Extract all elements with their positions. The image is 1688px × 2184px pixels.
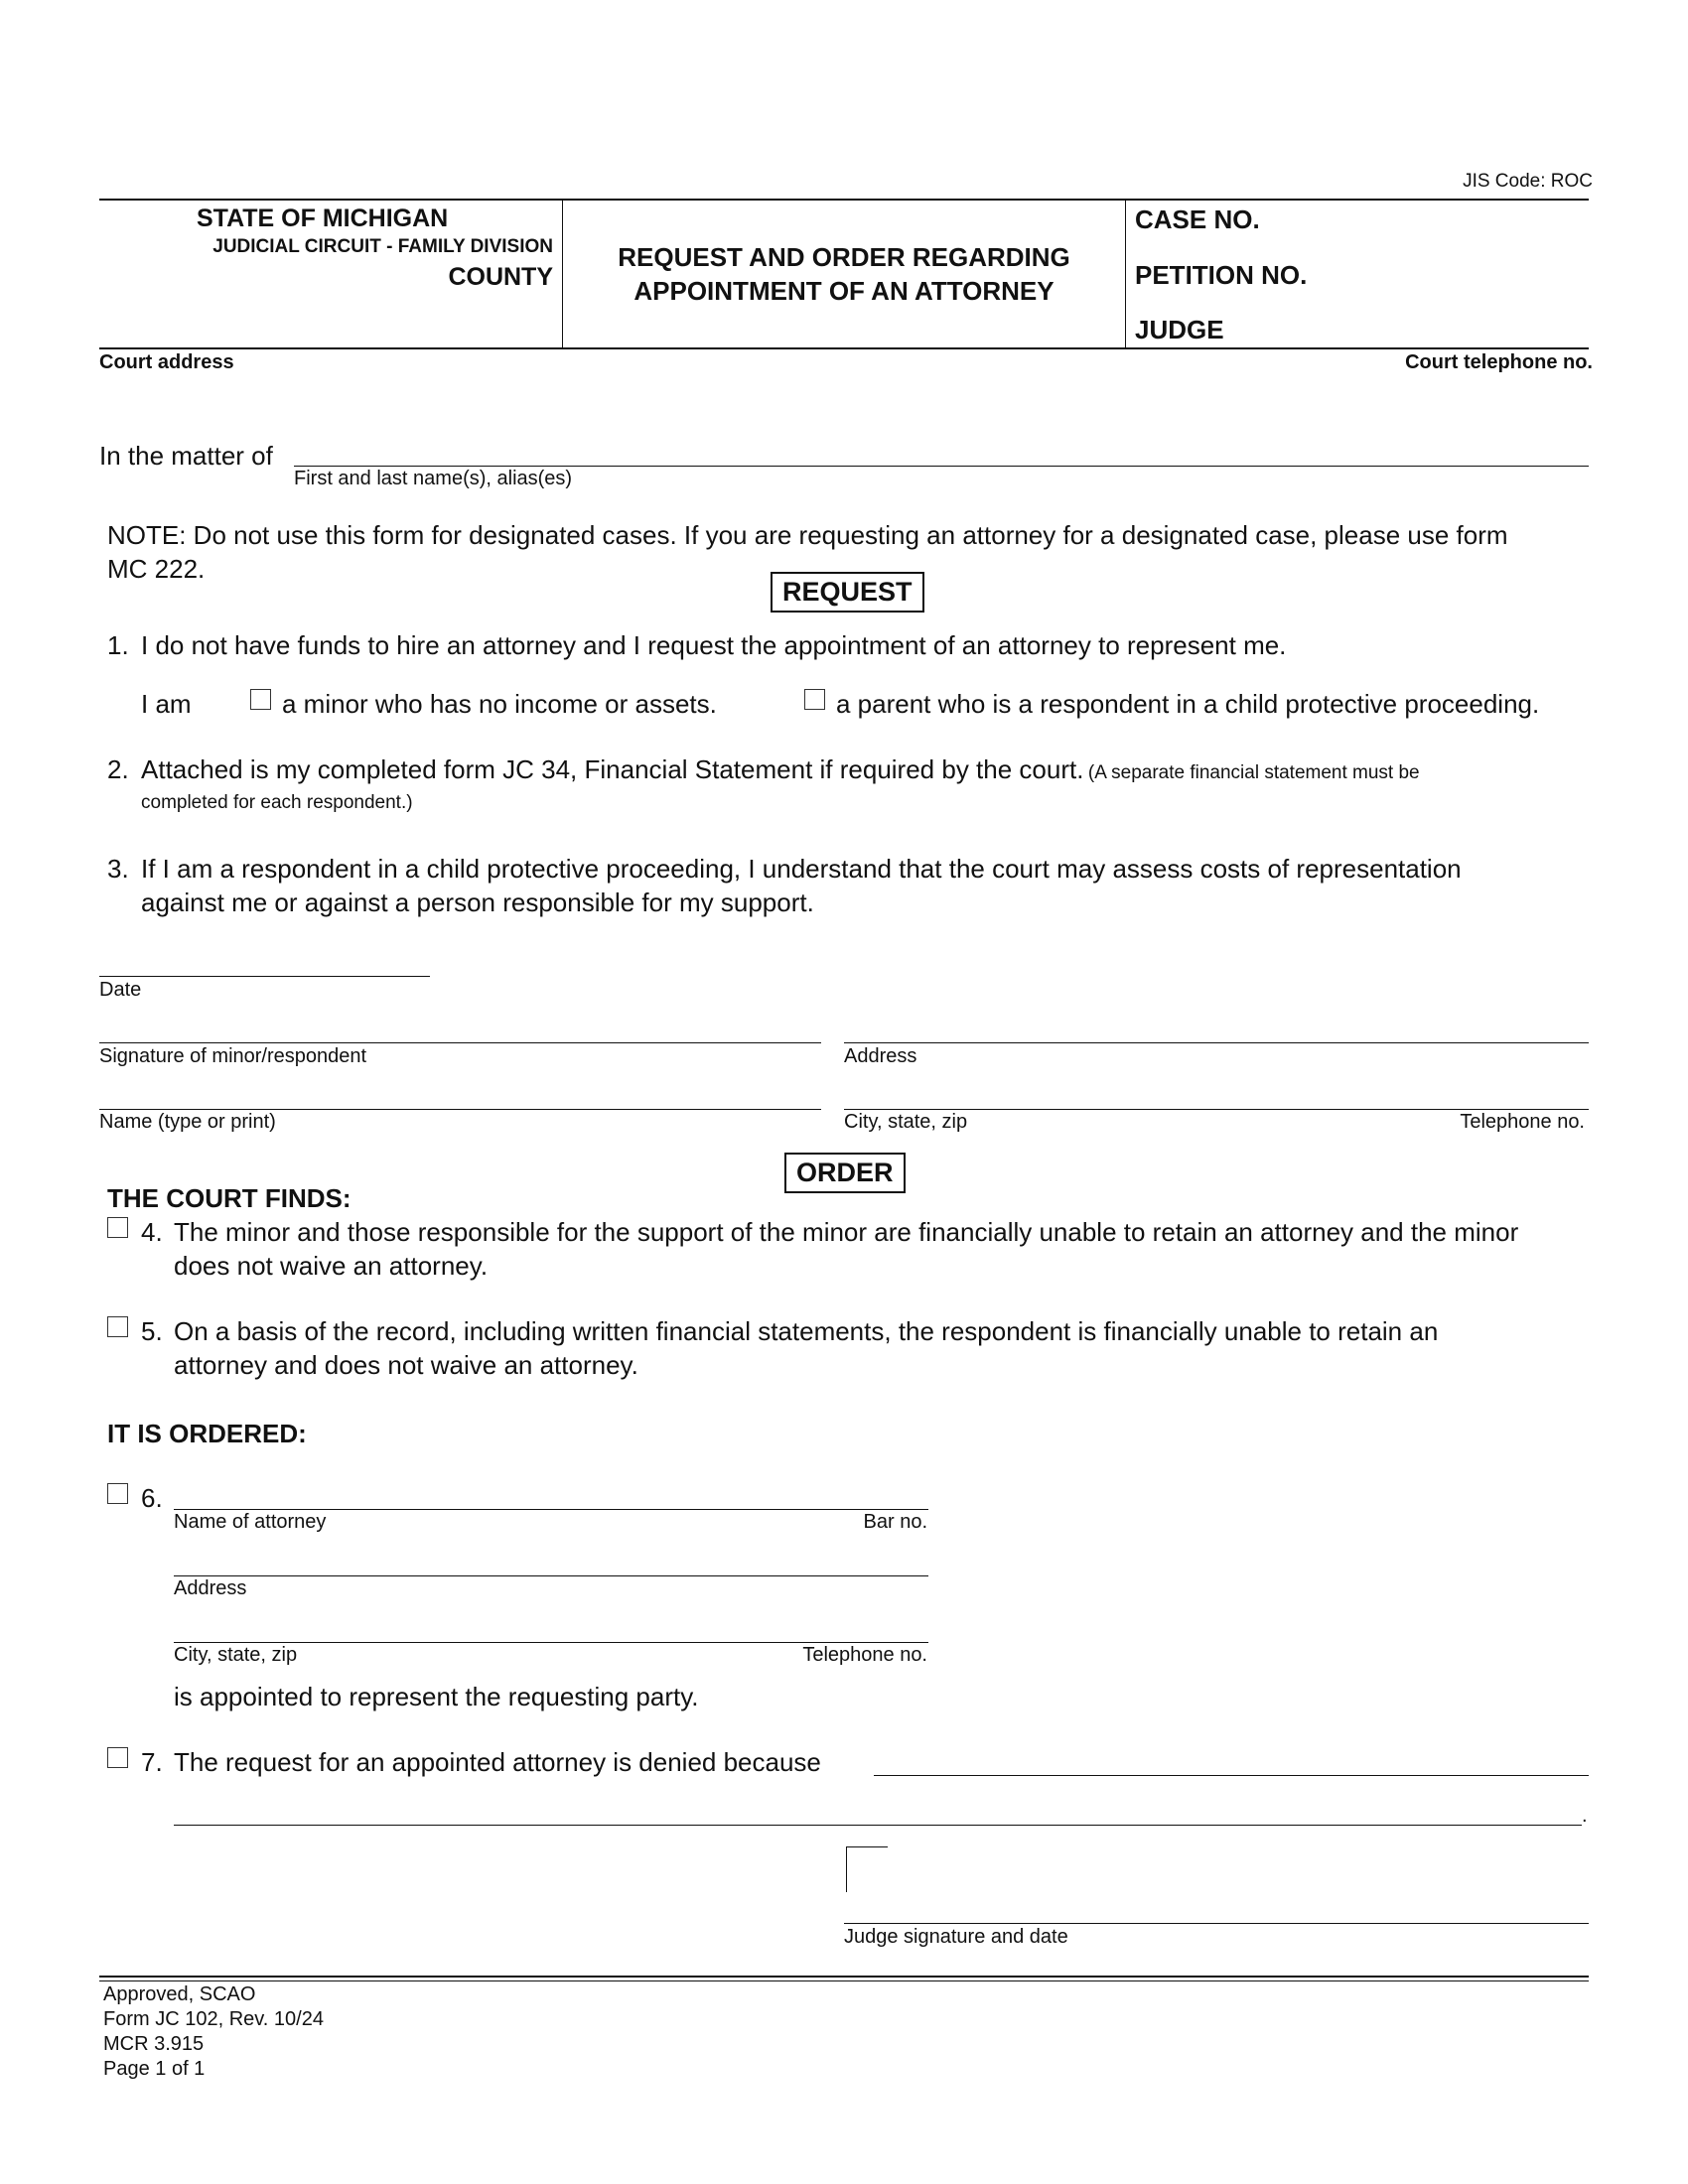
respondent-city-label: City, state, zip — [844, 1111, 968, 1133]
attorney-city-input[interactable] — [174, 1642, 928, 1643]
request-heading: REQUEST — [771, 572, 924, 613]
footer-form: Form JC 102, Rev. 10/24 — [103, 2008, 324, 2030]
minor-checkbox[interactable] — [250, 689, 271, 710]
item7-checkbox[interactable] — [107, 1747, 128, 1768]
attorney-name-label: Name of attorney — [174, 1511, 327, 1533]
item3-line2: against me or against a person responsible for my support. — [141, 887, 814, 917]
item1-text: I do not have funds to hire an attorney and I request the appointment of an attorney to represent me. — [141, 630, 1287, 660]
name-print-label: Name (type or print) — [99, 1111, 276, 1133]
jis-code: JIS Code: ROC — [1463, 171, 1593, 192]
item4-checkbox[interactable] — [107, 1217, 128, 1238]
header-bottom-rule — [99, 347, 1589, 349]
respondent-address-input[interactable] — [844, 1042, 1589, 1043]
footer-approved: Approved, SCAO — [103, 1983, 256, 2005]
matter-label: In the matter of — [99, 441, 273, 471]
footer-page: Page 1 of 1 — [103, 2058, 206, 2080]
date-input[interactable] — [99, 976, 430, 977]
signature-label: Signature of minor/respondent — [99, 1045, 367, 1067]
item7-number: 7. — [141, 1747, 163, 1777]
case-no-field[interactable]: CASE NO. — [1135, 205, 1260, 234]
item7-text: The request for an appointed attorney is denied because — [174, 1747, 821, 1777]
circuit-label[interactable]: JUDICIAL CIRCUIT - FAMILY DIVISION — [212, 236, 553, 257]
item2-small-a: (A separate financial statement must be — [1087, 762, 1420, 783]
attorney-city-label: City, state, zip — [174, 1644, 298, 1666]
date-label: Date — [99, 979, 142, 1001]
it-is-ordered-heading: IT IS ORDERED: — [107, 1419, 307, 1448]
judge-signature-input[interactable] — [844, 1923, 1589, 1924]
petition-no-field[interactable]: PETITION NO. — [1135, 260, 1308, 290]
item5-line2: attorney and does not waive an attorney. — [174, 1350, 638, 1380]
court-telephone-field[interactable]: Court telephone no. — [1405, 351, 1593, 373]
item2-text — [141, 754, 1420, 785]
parent-option-label: a parent who is a respondent in a child protective proceeding. — [836, 689, 1540, 719]
denial-period: . — [1582, 1805, 1588, 1827]
judge-seal-corner-v — [846, 1846, 847, 1892]
note-line2: MC 222. — [107, 554, 206, 584]
name-print-input[interactable] — [99, 1109, 821, 1110]
item5-line1: On a basis of the record, including written financial statements, the respondent is financially unable to retain an — [174, 1316, 1439, 1346]
item3-line1: If I am a respondent in a child protective proceeding, I understand that the court may assess costs of representation — [141, 854, 1462, 884]
form-title-line2: APPOINTMENT OF AN ATTORNEY — [633, 276, 1055, 306]
judge-seal-corner-h — [846, 1846, 888, 1847]
footer-rule-bottom — [99, 1980, 1589, 1981]
form-title-line1: REQUEST AND ORDER REGARDING — [618, 242, 1070, 272]
footer-rule-top — [99, 1976, 1589, 1978]
item1-number: 1. — [107, 630, 129, 660]
court-address-field[interactable]: Court address — [99, 351, 234, 373]
respondent-city-input[interactable] — [844, 1109, 1589, 1110]
county-label[interactable]: COUNTY — [448, 263, 553, 291]
court-finds-heading: THE COURT FINDS: — [107, 1183, 352, 1213]
denial-reason-input[interactable] — [874, 1775, 1589, 1776]
item5-checkbox[interactable] — [107, 1316, 128, 1337]
matter-name-input[interactable] — [294, 466, 1589, 467]
item5-number: 5. — [141, 1316, 163, 1346]
parent-checkbox[interactable] — [804, 689, 825, 710]
item2-main: Attached is my completed form JC 34, Financial Statement if required by the court. — [141, 754, 1084, 784]
attorney-address-input[interactable] — [174, 1575, 928, 1576]
item3-number: 3. — [107, 854, 129, 884]
item2-number: 2. — [107, 754, 129, 784]
respondent-telephone-label: Telephone no. — [1460, 1111, 1585, 1133]
i-am-label: I am — [141, 689, 192, 719]
attorney-address-label: Address — [174, 1577, 247, 1599]
attorney-telephone-label: Telephone no. — [802, 1644, 927, 1666]
signature-input[interactable] — [99, 1042, 821, 1043]
item6-number: 6. — [141, 1483, 163, 1513]
item4-line2: does not waive an attorney. — [174, 1251, 489, 1281]
note-line1: NOTE: Do not use this form for designated cases. If you are requesting an attorney for a designated case, please use form — [107, 520, 1508, 550]
state-name: STATE OF MICHIGAN — [197, 205, 449, 232]
item2-small-b: completed for each respondent.) — [141, 792, 413, 813]
footer-mcr: MCR 3.915 — [103, 2033, 205, 2055]
item4-line1: The minor and those responsible for the support of the minor are financially unable to retain an attorney and the minor — [174, 1217, 1519, 1247]
bar-no-label: Bar no. — [863, 1511, 927, 1533]
order-heading: ORDER — [784, 1153, 906, 1193]
header-top-rule — [99, 199, 1589, 201]
matter-sublabel: First and last name(s), alias(es) — [294, 468, 573, 489]
respondent-address-label: Address — [844, 1045, 917, 1067]
header-divider-left — [562, 200, 563, 347]
header-divider-right — [1125, 200, 1126, 347]
appointed-text: is appointed to represent the requesting party. — [174, 1682, 699, 1711]
denial-reason-input-line2[interactable] — [174, 1825, 1582, 1826]
judge-field[interactable]: JUDGE — [1135, 315, 1224, 344]
minor-option-label: a minor who has no income or assets. — [282, 689, 717, 719]
item6-checkbox[interactable] — [107, 1483, 128, 1504]
item4-number: 4. — [141, 1217, 163, 1247]
attorney-name-input[interactable] — [174, 1509, 928, 1510]
judge-signature-label: Judge signature and date — [844, 1926, 1068, 1948]
